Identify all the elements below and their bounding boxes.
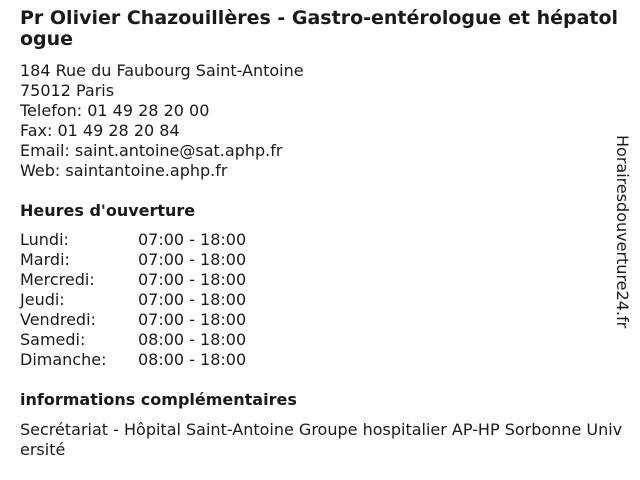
hours-day: Mardi: [20, 250, 70, 269]
address-city: 75012 Paris [20, 81, 115, 100]
hours-time: 07:00 - 18:00 [138, 270, 247, 289]
hours-day: Dimanche: [20, 350, 107, 369]
web-line[interactable]: Web: saintantoine.aphp.fr [20, 161, 228, 180]
info-heading: informations complémentaires [20, 390, 297, 409]
hours-table [20, 230, 630, 370]
hours-row-sunday [20, 350, 630, 370]
hours-row-thursday [20, 290, 630, 310]
page-title: Pr Olivier Chazouillères - Gastro-entérologue et hépatologue [20, 7, 619, 50]
hours-row-tuesday [20, 250, 630, 270]
hours-time: 07:00 - 18:00 [138, 230, 247, 249]
info-text: Secrétariat - Hôpital Saint-Antoine Groupe hospitalier AP-HP Sorbonne Université [20, 420, 623, 459]
hours-row-wednesday [20, 270, 630, 290]
hours-time: 08:00 - 18:00 [138, 330, 247, 349]
hours-time: 07:00 - 18:00 [138, 250, 247, 269]
listing-card [20, 8, 630, 460]
hours-day: Mercredi: [20, 270, 95, 289]
hours-day: Jeudi: [20, 290, 65, 309]
email-line[interactable]: Email: saint.antoine@sat.aphp.fr [20, 141, 283, 160]
hours-day: Lundi: [20, 230, 69, 249]
hours-heading: Heures d'ouverture [20, 201, 196, 220]
fax-line: Fax: 01 49 28 20 84 [20, 121, 180, 140]
hours-day: Vendredi: [20, 310, 96, 329]
hours-time: 07:00 - 18:00 [138, 290, 247, 309]
hours-row-monday [20, 230, 630, 250]
hours-day: Samedi: [20, 330, 86, 349]
hours-row-saturday [20, 330, 630, 350]
hours-time: 07:00 - 18:00 [138, 310, 247, 329]
address-street: 184 Rue du Faubourg Saint-Antoine [20, 61, 304, 80]
phone-line[interactable]: Telefon: 01 49 28 20 00 [20, 101, 210, 120]
site-watermark: Horairesdouverture24.fr [613, 135, 632, 329]
hours-row-friday [20, 310, 630, 330]
hours-time: 08:00 - 18:00 [138, 350, 247, 369]
